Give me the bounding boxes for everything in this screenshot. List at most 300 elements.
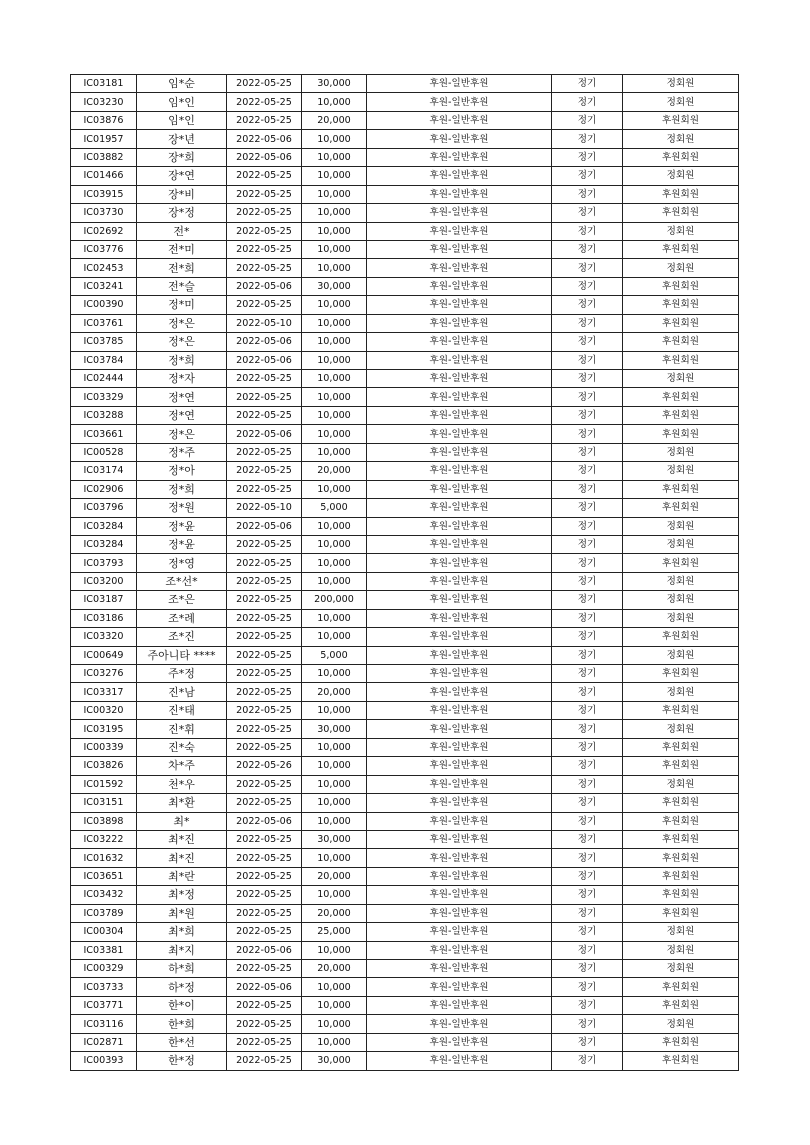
table-row xyxy=(71,406,739,424)
type-cell: 정기 xyxy=(552,93,623,111)
table-row xyxy=(71,443,739,461)
member-cell: 후원회원 xyxy=(623,978,739,996)
amount-cell: 10,000 xyxy=(302,554,367,572)
amount-cell: 10,000 xyxy=(302,794,367,812)
type-cell: 정기 xyxy=(552,628,623,646)
table-row xyxy=(71,259,739,277)
type-cell: 정기 xyxy=(552,130,623,148)
name-cell: 정*은 xyxy=(137,425,227,443)
amount-cell: 10,000 xyxy=(302,775,367,793)
type-cell: 정기 xyxy=(552,111,623,129)
id-cell: IC03230 xyxy=(71,93,137,111)
member-cell: 정회원 xyxy=(623,75,739,93)
name-cell: 정*윤 xyxy=(137,535,227,553)
table-row xyxy=(71,646,739,664)
table-row xyxy=(71,572,739,590)
table-row xyxy=(71,1052,739,1070)
amount-cell: 30,000 xyxy=(302,830,367,848)
id-cell: IC03733 xyxy=(71,978,137,996)
date-cell: 2022-05-25 xyxy=(227,794,302,812)
name-cell: 장*정 xyxy=(137,204,227,222)
name-cell: 한*희 xyxy=(137,1015,227,1033)
type-cell: 정기 xyxy=(552,499,623,517)
id-cell: IC03661 xyxy=(71,425,137,443)
date-cell: 2022-05-25 xyxy=(227,738,302,756)
id-cell: IC03796 xyxy=(71,499,137,517)
type-cell: 정기 xyxy=(552,609,623,627)
member-cell: 후원회원 xyxy=(623,554,739,572)
name-cell: 최*정 xyxy=(137,886,227,904)
id-cell: IC03793 xyxy=(71,554,137,572)
category-cell: 후원-일반후원 xyxy=(367,554,552,572)
category-cell: 후원-일반후원 xyxy=(367,701,552,719)
date-cell: 2022-05-25 xyxy=(227,240,302,258)
member-cell: 정회원 xyxy=(623,683,739,701)
member-cell: 정회원 xyxy=(623,1015,739,1033)
date-cell: 2022-05-25 xyxy=(227,849,302,867)
category-cell: 후원-일반후원 xyxy=(367,720,552,738)
amount-cell: 30,000 xyxy=(302,277,367,295)
name-cell: 최*희 xyxy=(137,923,227,941)
table-row xyxy=(71,867,739,885)
type-cell: 정기 xyxy=(552,830,623,848)
category-cell: 후원-일반후원 xyxy=(367,351,552,369)
table-row xyxy=(71,960,739,978)
id-cell: IC03222 xyxy=(71,830,137,848)
amount-cell: 10,000 xyxy=(302,849,367,867)
category-cell: 후원-일반후원 xyxy=(367,941,552,959)
amount-cell: 10,000 xyxy=(302,978,367,996)
member-cell: 후원회원 xyxy=(623,204,739,222)
date-cell: 2022-05-06 xyxy=(227,148,302,166)
name-cell: 한*정 xyxy=(137,1052,227,1070)
type-cell: 정기 xyxy=(552,388,623,406)
category-cell: 후원-일반후원 xyxy=(367,646,552,664)
table-row xyxy=(71,738,739,756)
name-cell: 임*순 xyxy=(137,75,227,93)
amount-cell: 10,000 xyxy=(302,333,367,351)
type-cell: 정기 xyxy=(552,794,623,812)
category-cell: 후원-일반후원 xyxy=(367,775,552,793)
id-cell: IC03241 xyxy=(71,277,137,295)
date-cell: 2022-05-25 xyxy=(227,904,302,922)
id-cell: IC00304 xyxy=(71,923,137,941)
table-row xyxy=(71,240,739,258)
member-cell: 정회원 xyxy=(623,93,739,111)
table-row xyxy=(71,480,739,498)
member-cell: 후원회원 xyxy=(623,406,739,424)
member-cell: 후원회원 xyxy=(623,1052,739,1070)
member-cell: 후원회원 xyxy=(623,701,739,719)
table-row xyxy=(71,130,739,148)
id-cell: IC03288 xyxy=(71,406,137,424)
amount-cell: 20,000 xyxy=(302,867,367,885)
id-cell: IC00649 xyxy=(71,646,137,664)
name-cell: 임*인 xyxy=(137,111,227,129)
date-cell: 2022-05-25 xyxy=(227,535,302,553)
date-cell: 2022-05-25 xyxy=(227,646,302,664)
date-cell: 2022-05-25 xyxy=(227,591,302,609)
donation-table xyxy=(70,74,739,1071)
member-cell: 정회원 xyxy=(623,609,739,627)
type-cell: 정기 xyxy=(552,462,623,480)
amount-cell: 10,000 xyxy=(302,738,367,756)
table-row xyxy=(71,296,739,314)
table-row xyxy=(71,351,739,369)
member-cell: 후원회원 xyxy=(623,296,739,314)
category-cell: 후원-일반후원 xyxy=(367,867,552,885)
type-cell: 정기 xyxy=(552,314,623,332)
name-cell: 장*연 xyxy=(137,167,227,185)
name-cell: 정*미 xyxy=(137,296,227,314)
amount-cell: 20,000 xyxy=(302,904,367,922)
id-cell: IC03187 xyxy=(71,591,137,609)
amount-cell: 10,000 xyxy=(302,185,367,203)
name-cell: 전* xyxy=(137,222,227,240)
type-cell: 정기 xyxy=(552,259,623,277)
amount-cell: 5,000 xyxy=(302,646,367,664)
type-cell: 정기 xyxy=(552,167,623,185)
member-cell: 후원회원 xyxy=(623,148,739,166)
type-cell: 정기 xyxy=(552,886,623,904)
date-cell: 2022-05-25 xyxy=(227,443,302,461)
name-cell: 하*희 xyxy=(137,960,227,978)
name-cell: 최* xyxy=(137,812,227,830)
amount-cell: 10,000 xyxy=(302,406,367,424)
amount-cell: 10,000 xyxy=(302,701,367,719)
name-cell: 임*인 xyxy=(137,93,227,111)
date-cell: 2022-05-25 xyxy=(227,480,302,498)
member-cell: 후원회원 xyxy=(623,794,739,812)
amount-cell: 10,000 xyxy=(302,296,367,314)
type-cell: 정기 xyxy=(552,480,623,498)
type-cell: 정기 xyxy=(552,904,623,922)
category-cell: 후원-일반후원 xyxy=(367,683,552,701)
member-cell: 정회원 xyxy=(623,646,739,664)
table-row xyxy=(71,1015,739,1033)
name-cell: 최*진 xyxy=(137,849,227,867)
table-row xyxy=(71,849,739,867)
amount-cell: 10,000 xyxy=(302,609,367,627)
table-row xyxy=(71,812,739,830)
date-cell: 2022-05-25 xyxy=(227,867,302,885)
date-cell: 2022-05-06 xyxy=(227,130,302,148)
type-cell: 정기 xyxy=(552,240,623,258)
category-cell: 후원-일반후원 xyxy=(367,425,552,443)
category-cell: 후원-일반후원 xyxy=(367,665,552,683)
id-cell: IC02692 xyxy=(71,222,137,240)
category-cell: 후원-일반후원 xyxy=(367,370,552,388)
table-row xyxy=(71,923,739,941)
name-cell: 정*연 xyxy=(137,388,227,406)
table-row xyxy=(71,683,739,701)
id-cell: IC03826 xyxy=(71,757,137,775)
category-cell: 후원-일반후원 xyxy=(367,517,552,535)
type-cell: 정기 xyxy=(552,665,623,683)
date-cell: 2022-05-25 xyxy=(227,259,302,277)
category-cell: 후원-일반후원 xyxy=(367,75,552,93)
category-cell: 후원-일반후원 xyxy=(367,185,552,203)
amount-cell: 5,000 xyxy=(302,499,367,517)
name-cell: 정*원 xyxy=(137,499,227,517)
type-cell: 정기 xyxy=(552,775,623,793)
amount-cell: 10,000 xyxy=(302,93,367,111)
table-row xyxy=(71,499,739,517)
table-row xyxy=(71,535,739,553)
id-cell: IC03432 xyxy=(71,886,137,904)
table-row xyxy=(71,628,739,646)
date-cell: 2022-05-25 xyxy=(227,1015,302,1033)
member-cell: 정회원 xyxy=(623,370,739,388)
id-cell: IC03116 xyxy=(71,1015,137,1033)
category-cell: 후원-일반후원 xyxy=(367,628,552,646)
member-cell: 후원회원 xyxy=(623,849,739,867)
date-cell: 2022-05-25 xyxy=(227,370,302,388)
amount-cell: 10,000 xyxy=(302,996,367,1014)
id-cell: IC01957 xyxy=(71,130,137,148)
id-cell: IC03876 xyxy=(71,111,137,129)
date-cell: 2022-05-06 xyxy=(227,333,302,351)
amount-cell: 10,000 xyxy=(302,130,367,148)
name-cell: 조*은 xyxy=(137,591,227,609)
type-cell: 정기 xyxy=(552,204,623,222)
category-cell: 후원-일반후원 xyxy=(367,462,552,480)
name-cell: 진*휘 xyxy=(137,720,227,738)
table-row xyxy=(71,591,739,609)
member-cell: 정회원 xyxy=(623,941,739,959)
id-cell: IC02444 xyxy=(71,370,137,388)
date-cell: 2022-05-25 xyxy=(227,923,302,941)
name-cell: 하*정 xyxy=(137,978,227,996)
date-cell: 2022-05-06 xyxy=(227,425,302,443)
name-cell: 조*진 xyxy=(137,628,227,646)
type-cell: 정기 xyxy=(552,591,623,609)
date-cell: 2022-05-25 xyxy=(227,683,302,701)
name-cell: 정*은 xyxy=(137,314,227,332)
category-cell: 후원-일반후원 xyxy=(367,259,552,277)
category-cell: 후원-일반후원 xyxy=(367,222,552,240)
date-cell: 2022-05-25 xyxy=(227,572,302,590)
category-cell: 후원-일반후원 xyxy=(367,572,552,590)
type-cell: 정기 xyxy=(552,351,623,369)
table-row xyxy=(71,886,739,904)
amount-cell: 10,000 xyxy=(302,167,367,185)
id-cell: IC00393 xyxy=(71,1052,137,1070)
table-row xyxy=(71,185,739,203)
date-cell: 2022-05-06 xyxy=(227,978,302,996)
category-cell: 후원-일반후원 xyxy=(367,333,552,351)
amount-cell: 25,000 xyxy=(302,923,367,941)
id-cell: IC03186 xyxy=(71,609,137,627)
type-cell: 정기 xyxy=(552,812,623,830)
amount-cell: 10,000 xyxy=(302,628,367,646)
date-cell: 2022-05-25 xyxy=(227,185,302,203)
type-cell: 정기 xyxy=(552,1015,623,1033)
type-cell: 정기 xyxy=(552,517,623,535)
category-cell: 후원-일반후원 xyxy=(367,978,552,996)
type-cell: 정기 xyxy=(552,406,623,424)
table-row xyxy=(71,941,739,959)
category-cell: 후원-일반후원 xyxy=(367,535,552,553)
amount-cell: 10,000 xyxy=(302,941,367,959)
type-cell: 정기 xyxy=(552,443,623,461)
member-cell: 정회원 xyxy=(623,130,739,148)
table-row xyxy=(71,167,739,185)
member-cell: 후원회원 xyxy=(623,240,739,258)
member-cell: 후원회원 xyxy=(623,738,739,756)
name-cell: 주아니타 **** xyxy=(137,646,227,664)
name-cell: 정*희 xyxy=(137,351,227,369)
member-cell: 정회원 xyxy=(623,591,739,609)
date-cell: 2022-05-25 xyxy=(227,720,302,738)
date-cell: 2022-05-25 xyxy=(227,554,302,572)
amount-cell: 10,000 xyxy=(302,517,367,535)
id-cell: IC03915 xyxy=(71,185,137,203)
table-row xyxy=(71,996,739,1014)
category-cell: 후원-일반후원 xyxy=(367,499,552,517)
date-cell: 2022-05-25 xyxy=(227,701,302,719)
type-cell: 정기 xyxy=(552,277,623,295)
date-cell: 2022-05-06 xyxy=(227,277,302,295)
type-cell: 정기 xyxy=(552,1052,623,1070)
name-cell: 장*희 xyxy=(137,148,227,166)
amount-cell: 30,000 xyxy=(302,720,367,738)
type-cell: 정기 xyxy=(552,148,623,166)
date-cell: 2022-05-06 xyxy=(227,351,302,369)
amount-cell: 10,000 xyxy=(302,886,367,904)
member-cell: 후원회원 xyxy=(623,665,739,683)
amount-cell: 10,000 xyxy=(302,370,367,388)
id-cell: IC01466 xyxy=(71,167,137,185)
id-cell: IC03789 xyxy=(71,904,137,922)
member-cell: 후원회원 xyxy=(623,425,739,443)
amount-cell: 10,000 xyxy=(302,535,367,553)
category-cell: 후원-일반후원 xyxy=(367,111,552,129)
amount-cell: 10,000 xyxy=(302,480,367,498)
member-cell: 후원회원 xyxy=(623,333,739,351)
category-cell: 후원-일반후원 xyxy=(367,609,552,627)
amount-cell: 10,000 xyxy=(302,314,367,332)
type-cell: 정기 xyxy=(552,185,623,203)
id-cell: IC03771 xyxy=(71,996,137,1014)
id-cell: IC00390 xyxy=(71,296,137,314)
id-cell: IC03776 xyxy=(71,240,137,258)
type-cell: 정기 xyxy=(552,646,623,664)
table-row xyxy=(71,517,739,535)
id-cell: IC03284 xyxy=(71,517,137,535)
category-cell: 후원-일반후원 xyxy=(367,960,552,978)
member-cell: 후원회원 xyxy=(623,830,739,848)
id-cell: IC03200 xyxy=(71,572,137,590)
type-cell: 정기 xyxy=(552,867,623,885)
date-cell: 2022-05-25 xyxy=(227,406,302,424)
category-cell: 후원-일반후원 xyxy=(367,443,552,461)
amount-cell: 10,000 xyxy=(302,757,367,775)
id-cell: IC03276 xyxy=(71,665,137,683)
amount-cell: 10,000 xyxy=(302,1015,367,1033)
category-cell: 후원-일반후원 xyxy=(367,757,552,775)
type-cell: 정기 xyxy=(552,370,623,388)
category-cell: 후원-일반후원 xyxy=(367,812,552,830)
member-cell: 후원회원 xyxy=(623,996,739,1014)
name-cell: 진*남 xyxy=(137,683,227,701)
amount-cell: 20,000 xyxy=(302,960,367,978)
type-cell: 정기 xyxy=(552,960,623,978)
category-cell: 후원-일반후원 xyxy=(367,904,552,922)
category-cell: 후원-일반후원 xyxy=(367,1052,552,1070)
table-row xyxy=(71,609,739,627)
date-cell: 2022-05-10 xyxy=(227,499,302,517)
amount-cell: 30,000 xyxy=(302,75,367,93)
date-cell: 2022-05-06 xyxy=(227,812,302,830)
id-cell: IC03882 xyxy=(71,148,137,166)
table-row xyxy=(71,775,739,793)
id-cell: IC03151 xyxy=(71,794,137,812)
id-cell: IC03651 xyxy=(71,867,137,885)
name-cell: 조*선* xyxy=(137,572,227,590)
category-cell: 후원-일반후원 xyxy=(367,314,552,332)
date-cell: 2022-05-25 xyxy=(227,1033,302,1051)
member-cell: 후원회원 xyxy=(623,499,739,517)
amount-cell: 10,000 xyxy=(302,443,367,461)
member-cell: 정회원 xyxy=(623,517,739,535)
id-cell: IC01592 xyxy=(71,775,137,793)
member-cell: 후원회원 xyxy=(623,185,739,203)
member-cell: 정회원 xyxy=(623,775,739,793)
name-cell: 최*진 xyxy=(137,830,227,848)
amount-cell: 10,000 xyxy=(302,222,367,240)
category-cell: 후원-일반후원 xyxy=(367,240,552,258)
date-cell: 2022-05-25 xyxy=(227,609,302,627)
category-cell: 후원-일반후원 xyxy=(367,996,552,1014)
type-cell: 정기 xyxy=(552,535,623,553)
id-cell: IC02906 xyxy=(71,480,137,498)
date-cell: 2022-05-25 xyxy=(227,111,302,129)
table-row xyxy=(71,93,739,111)
table-body xyxy=(71,75,739,1071)
name-cell: 최*원 xyxy=(137,904,227,922)
category-cell: 후원-일반후원 xyxy=(367,1015,552,1033)
table-row xyxy=(71,701,739,719)
table-row xyxy=(71,75,739,93)
amount-cell: 10,000 xyxy=(302,240,367,258)
amount-cell: 20,000 xyxy=(302,462,367,480)
type-cell: 정기 xyxy=(552,720,623,738)
amount-cell: 200,000 xyxy=(302,591,367,609)
date-cell: 2022-05-25 xyxy=(227,462,302,480)
type-cell: 정기 xyxy=(552,75,623,93)
table-row xyxy=(71,204,739,222)
date-cell: 2022-05-25 xyxy=(227,296,302,314)
name-cell: 진*태 xyxy=(137,701,227,719)
member-cell: 정회원 xyxy=(623,923,739,941)
name-cell: 전*슬 xyxy=(137,277,227,295)
category-cell: 후원-일반후원 xyxy=(367,93,552,111)
type-cell: 정기 xyxy=(552,554,623,572)
name-cell: 정*은 xyxy=(137,333,227,351)
category-cell: 후원-일반후원 xyxy=(367,204,552,222)
id-cell: IC03317 xyxy=(71,683,137,701)
type-cell: 정기 xyxy=(552,849,623,867)
date-cell: 2022-05-25 xyxy=(227,222,302,240)
name-cell: 정*아 xyxy=(137,462,227,480)
id-cell: IC03320 xyxy=(71,628,137,646)
id-cell: IC00339 xyxy=(71,738,137,756)
category-cell: 후원-일반후원 xyxy=(367,591,552,609)
date-cell: 2022-05-25 xyxy=(227,167,302,185)
table-row xyxy=(71,904,739,922)
table-row xyxy=(71,111,739,129)
